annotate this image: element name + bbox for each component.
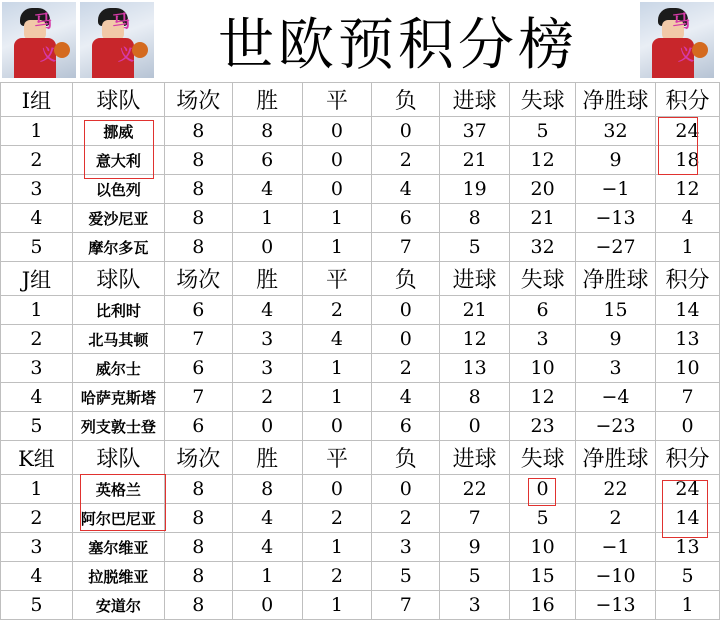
table-row <box>1 533 720 562</box>
lost-cell: 3 <box>372 533 440 562</box>
goal-difference-cell: −13 <box>576 591 656 620</box>
played-cell: 8 <box>164 562 232 591</box>
team-cell: 塞尔维亚 <box>72 533 164 562</box>
goals-against-cell: 15 <box>510 562 576 591</box>
player-avatar-3 <box>640 2 714 78</box>
rank-cell: 1 <box>1 475 73 504</box>
played-cell: 8 <box>164 175 232 204</box>
goals-for-cell: 21 <box>440 146 510 175</box>
column-header-goal-difference: 净胜球 <box>576 83 656 117</box>
column-header-won: 胜 <box>232 83 302 117</box>
table-row <box>1 233 720 262</box>
won-cell: 8 <box>232 117 302 146</box>
played-cell: 8 <box>164 117 232 146</box>
points-cell: 13 <box>656 325 720 354</box>
team-cell: 安道尔 <box>72 591 164 620</box>
column-header-played: 场次 <box>164 441 232 475</box>
table-row <box>1 175 720 204</box>
avatar-glyph: 马 <box>110 10 132 35</box>
rank-cell: 4 <box>1 562 73 591</box>
column-header-points: 积分 <box>656 262 720 296</box>
lost-cell: 4 <box>372 175 440 204</box>
goals-against-cell: 12 <box>510 383 576 412</box>
column-header-team: 球队 <box>72 441 164 475</box>
won-cell: 4 <box>232 175 302 204</box>
goal-difference-cell: −4 <box>576 383 656 412</box>
avatar-glyph: 义 <box>678 45 695 64</box>
team-cell: 威尔士 <box>72 354 164 383</box>
table-row <box>1 117 720 146</box>
group-label: I组 <box>1 83 73 117</box>
group-header-row <box>1 441 720 475</box>
played-cell: 8 <box>164 504 232 533</box>
points-cell: 1 <box>656 233 720 262</box>
column-header-team: 球队 <box>72 83 164 117</box>
won-cell: 1 <box>232 204 302 233</box>
column-header-goals-against: 失球 <box>510 441 576 475</box>
goals-for-cell: 13 <box>440 354 510 383</box>
page-title: 世欧预积分榜 <box>218 13 578 78</box>
drawn-cell: 0 <box>302 146 372 175</box>
drawn-cell: 0 <box>302 117 372 146</box>
drawn-cell: 1 <box>302 383 372 412</box>
goals-for-cell: 8 <box>440 383 510 412</box>
goals-for-cell: 0 <box>440 412 510 441</box>
lost-cell: 5 <box>372 562 440 591</box>
column-header-drawn: 平 <box>302 441 372 475</box>
player-avatar-2 <box>80 2 154 78</box>
rank-cell: 5 <box>1 591 73 620</box>
column-header-drawn: 平 <box>302 262 372 296</box>
goals-for-cell: 19 <box>440 175 510 204</box>
played-cell: 7 <box>164 325 232 354</box>
rank-cell: 2 <box>1 504 73 533</box>
lost-cell: 0 <box>372 475 440 504</box>
points-cell: 10 <box>656 354 720 383</box>
table-row <box>1 504 720 533</box>
goal-difference-cell: −1 <box>576 175 656 204</box>
goals-against-cell: 20 <box>510 175 576 204</box>
won-cell: 3 <box>232 325 302 354</box>
rank-cell: 2 <box>1 325 73 354</box>
won-cell: 6 <box>232 146 302 175</box>
rank-cell: 2 <box>1 146 73 175</box>
won-cell: 8 <box>232 475 302 504</box>
column-header-won: 胜 <box>232 262 302 296</box>
played-cell: 8 <box>164 533 232 562</box>
goal-difference-cell: 15 <box>576 296 656 325</box>
standings-table <box>0 82 720 620</box>
drawn-cell: 1 <box>302 533 372 562</box>
won-cell: 4 <box>232 504 302 533</box>
team-cell: 挪威 <box>72 117 164 146</box>
table-row <box>1 412 720 441</box>
column-header-goals-for: 进球 <box>440 262 510 296</box>
avatar-glyph: 义 <box>118 45 135 64</box>
rank-cell: 1 <box>1 296 73 325</box>
table-row <box>1 562 720 591</box>
points-cell: 12 <box>656 175 720 204</box>
column-header-goal-difference: 净胜球 <box>576 441 656 475</box>
won-cell: 2 <box>232 383 302 412</box>
team-cell: 意大利 <box>72 146 164 175</box>
column-header-points: 积分 <box>656 441 720 475</box>
team-cell: 列支敦士登 <box>72 412 164 441</box>
drawn-cell: 0 <box>302 475 372 504</box>
table-row <box>1 354 720 383</box>
goal-difference-cell: −1 <box>576 533 656 562</box>
lost-cell: 4 <box>372 383 440 412</box>
won-cell: 4 <box>232 533 302 562</box>
column-header-team: 球队 <box>72 262 164 296</box>
lost-cell: 2 <box>372 354 440 383</box>
points-cell: 24 <box>656 475 720 504</box>
table-row <box>1 146 720 175</box>
lost-cell: 0 <box>372 117 440 146</box>
played-cell: 8 <box>164 204 232 233</box>
lost-cell: 2 <box>372 504 440 533</box>
lost-cell: 6 <box>372 412 440 441</box>
team-cell: 以色列 <box>72 175 164 204</box>
goals-against-cell: 10 <box>510 354 576 383</box>
played-cell: 6 <box>164 296 232 325</box>
won-cell: 3 <box>232 354 302 383</box>
goal-difference-cell: 2 <box>576 504 656 533</box>
goals-against-cell: 5 <box>510 117 576 146</box>
goals-against-cell: 3 <box>510 325 576 354</box>
goals-against-cell: 10 <box>510 533 576 562</box>
column-header-played: 场次 <box>164 83 232 117</box>
basketball-icon <box>132 42 148 58</box>
won-cell: 0 <box>232 412 302 441</box>
drawn-cell: 1 <box>302 204 372 233</box>
team-cell: 拉脱维亚 <box>72 562 164 591</box>
team-cell: 比利时 <box>72 296 164 325</box>
won-cell: 1 <box>232 562 302 591</box>
rank-cell: 1 <box>1 117 73 146</box>
played-cell: 8 <box>164 146 232 175</box>
lost-cell: 0 <box>372 325 440 354</box>
goals-for-cell: 21 <box>440 296 510 325</box>
rank-cell: 4 <box>1 383 73 412</box>
goals-against-cell: 6 <box>510 296 576 325</box>
goals-for-cell: 22 <box>440 475 510 504</box>
group-header-row <box>1 262 720 296</box>
column-header-goals-against: 失球 <box>510 262 576 296</box>
column-header-goals-against: 失球 <box>510 83 576 117</box>
team-cell: 爱沙尼亚 <box>72 204 164 233</box>
goals-against-cell: 23 <box>510 412 576 441</box>
goals-for-cell: 8 <box>440 204 510 233</box>
goals-for-cell: 3 <box>440 591 510 620</box>
drawn-cell: 1 <box>302 591 372 620</box>
table-row <box>1 475 720 504</box>
points-cell: 24 <box>656 117 720 146</box>
played-cell: 8 <box>164 233 232 262</box>
column-header-lost: 负 <box>372 83 440 117</box>
column-header-goal-difference: 净胜球 <box>576 262 656 296</box>
goals-against-cell: 32 <box>510 233 576 262</box>
drawn-cell: 2 <box>302 562 372 591</box>
goals-against-cell: 0 <box>510 475 576 504</box>
played-cell: 8 <box>164 475 232 504</box>
drawn-cell: 2 <box>302 296 372 325</box>
rank-cell: 3 <box>1 175 73 204</box>
drawn-cell: 0 <box>302 412 372 441</box>
goal-difference-cell: −13 <box>576 204 656 233</box>
lost-cell: 6 <box>372 204 440 233</box>
goals-against-cell: 12 <box>510 146 576 175</box>
avatar-glyph: 马 <box>670 10 692 35</box>
team-cell: 英格兰 <box>72 475 164 504</box>
goals-for-cell: 5 <box>440 233 510 262</box>
drawn-cell: 4 <box>302 325 372 354</box>
goal-difference-cell: 3 <box>576 354 656 383</box>
rank-cell: 5 <box>1 412 73 441</box>
table-row <box>1 383 720 412</box>
column-header-won: 胜 <box>232 441 302 475</box>
drawn-cell: 0 <box>302 175 372 204</box>
played-cell: 7 <box>164 383 232 412</box>
group-header-row <box>1 83 720 117</box>
rank-cell: 3 <box>1 533 73 562</box>
table-row <box>1 296 720 325</box>
column-header-lost: 负 <box>372 262 440 296</box>
goal-difference-cell: 9 <box>576 146 656 175</box>
column-header-played: 场次 <box>164 262 232 296</box>
won-cell: 0 <box>232 233 302 262</box>
goal-difference-cell: −23 <box>576 412 656 441</box>
won-cell: 4 <box>232 296 302 325</box>
lost-cell: 7 <box>372 233 440 262</box>
basketball-icon <box>692 42 708 58</box>
table-row <box>1 591 720 620</box>
table-row <box>1 325 720 354</box>
rank-cell: 5 <box>1 233 73 262</box>
goals-for-cell: 7 <box>440 504 510 533</box>
lost-cell: 7 <box>372 591 440 620</box>
column-header-drawn: 平 <box>302 83 372 117</box>
table-row <box>1 204 720 233</box>
goals-against-cell: 21 <box>510 204 576 233</box>
column-header-goals-for: 进球 <box>440 83 510 117</box>
player-avatar-1 <box>2 2 76 78</box>
lost-cell: 2 <box>372 146 440 175</box>
goals-against-cell: 16 <box>510 591 576 620</box>
drawn-cell: 1 <box>302 354 372 383</box>
team-cell: 哈萨克斯塔 <box>72 383 164 412</box>
rank-cell: 3 <box>1 354 73 383</box>
team-cell: 阿尔巴尼亚 <box>72 504 164 533</box>
goal-difference-cell: 9 <box>576 325 656 354</box>
goal-difference-cell: 22 <box>576 475 656 504</box>
avatar-glyph: 马 <box>32 10 54 35</box>
goals-for-cell: 5 <box>440 562 510 591</box>
points-cell: 1 <box>656 591 720 620</box>
column-header-points: 积分 <box>656 83 720 117</box>
points-cell: 4 <box>656 204 720 233</box>
points-cell: 18 <box>656 146 720 175</box>
goal-difference-cell: −27 <box>576 233 656 262</box>
played-cell: 8 <box>164 591 232 620</box>
played-cell: 6 <box>164 412 232 441</box>
lost-cell: 0 <box>372 296 440 325</box>
goals-for-cell: 9 <box>440 533 510 562</box>
points-cell: 14 <box>656 504 720 533</box>
goals-against-cell: 5 <box>510 504 576 533</box>
column-header-goals-for: 进球 <box>440 441 510 475</box>
basketball-icon <box>54 42 70 58</box>
played-cell: 6 <box>164 354 232 383</box>
avatar-glyph: 义 <box>40 45 57 64</box>
drawn-cell: 2 <box>302 504 372 533</box>
points-cell: 14 <box>656 296 720 325</box>
points-cell: 5 <box>656 562 720 591</box>
rank-cell: 4 <box>1 204 73 233</box>
points-cell: 0 <box>656 412 720 441</box>
group-label: J组 <box>1 262 73 296</box>
won-cell: 0 <box>232 591 302 620</box>
drawn-cell: 1 <box>302 233 372 262</box>
points-cell: 13 <box>656 533 720 562</box>
goal-difference-cell: −10 <box>576 562 656 591</box>
goal-difference-cell: 32 <box>576 117 656 146</box>
goals-for-cell: 37 <box>440 117 510 146</box>
team-cell: 摩尔多瓦 <box>72 233 164 262</box>
points-cell: 7 <box>656 383 720 412</box>
goals-for-cell: 12 <box>440 325 510 354</box>
group-label: K组 <box>1 441 73 475</box>
column-header-lost: 负 <box>372 441 440 475</box>
team-cell: 北马其顿 <box>72 325 164 354</box>
